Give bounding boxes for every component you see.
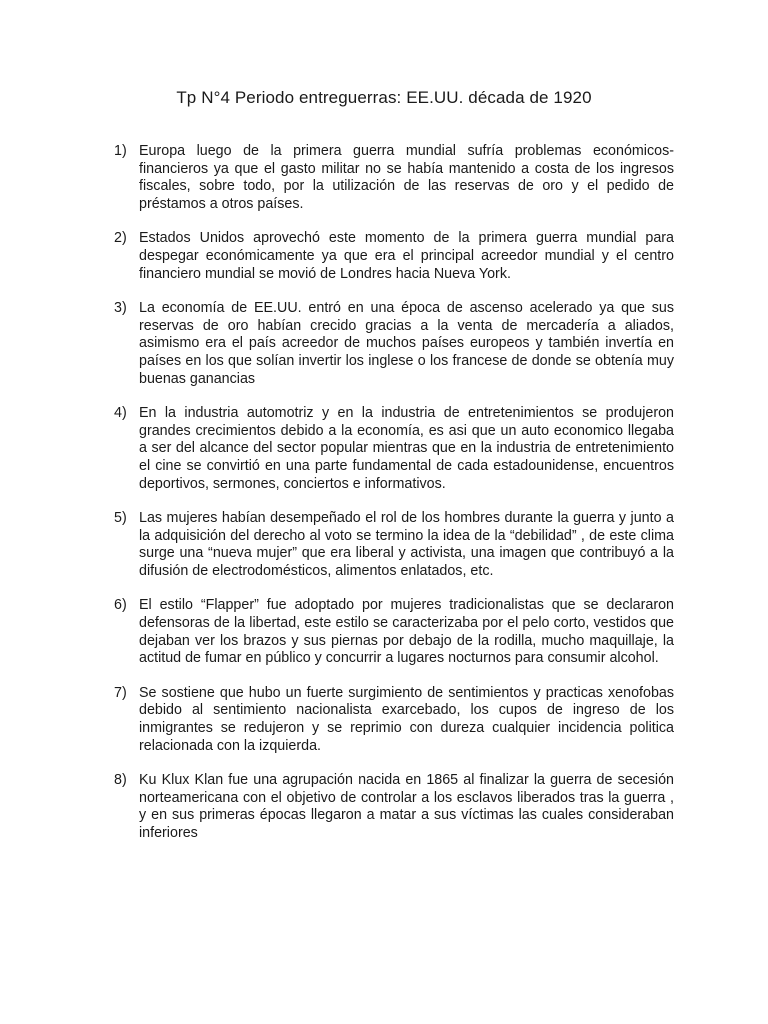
list-item-7 bbox=[114, 685, 674, 755]
item-number: 8) bbox=[114, 772, 127, 789]
list-item-6 bbox=[114, 597, 674, 667]
list-item-1 bbox=[114, 143, 674, 213]
item-text: Se sostiene que hubo un fuerte surgimiento de sentimientos y practicas xenofobas debido al sentimiento nacionalista exarcebado, los cupos de ingreso de los inmigrantes se redujeron y se reprimio con dureza cualquier incidencia politica relacionada con la izquierda. bbox=[139, 684, 674, 754]
item-text: En la industria automotriz y en la industria de entretenimientos se produjeron grandes crecimientos debido a la economía, es asi que un auto economico llegaba a ser del alcance del sector popular mientras que en la industria de entretenimiento el cine se convirtió en una parte fundamental de cada estadounidense, encuentros deportivos, sermones, conciertos e informativos. bbox=[139, 405, 674, 492]
list-item-3 bbox=[114, 300, 674, 388]
list-item-4 bbox=[114, 405, 674, 493]
item-text: Europa luego de la primera guerra mundial sufría problemas económicos-financieros ya que el gasto militar no se había mantenido a costa de los ingresos fiscales, sobre todo, por la utilización de las reservas de oro y el pedido de préstamos a otros países. bbox=[139, 143, 674, 212]
item-text: Estados Unidos aprovechó este momento de la primera guerra mundial para despegar económicamente ya que era el principal acreedor mundial y el centro financiero mundial se movió de Londres hacia Nueva York. bbox=[139, 230, 674, 282]
document-title: Tp N°4 Periodo entreguerras: EE.UU. década de 1920 bbox=[176, 88, 592, 107]
item-number: 6) bbox=[114, 597, 127, 614]
list-item-5 bbox=[114, 510, 674, 580]
item-number: 5) bbox=[114, 510, 127, 527]
numbered-list bbox=[114, 143, 674, 843]
item-text: La economía de EE.UU. entró en una época de ascenso acelerado ya que sus reservas de oro habían crecido gracias a la venta de mercadería a aliados, asimismo era el país acreedor de muchos países europeos y también invertía en países en los que solían invertir los inglese o los francese de donde se obtenía muy buenas ganancias bbox=[139, 300, 674, 387]
item-number: 4) bbox=[114, 405, 127, 422]
item-text: El estilo “Flapper” fue adoptado por mujeres tradicionalistas que se declararon defensoras de la libertad, este estilo se caracterizaba por el pelo corto, vestidos que dejaban ver los brazos y sus piernas por debajo de la rodilla, mucho maquillaje, la actitud de fumar en público y concurrir a lugares nocturnos para consumir alcohol. bbox=[139, 597, 674, 667]
list-item-8 bbox=[114, 772, 674, 842]
item-number: 2) bbox=[114, 230, 127, 247]
item-text: Las mujeres habían desempeñado el rol de los hombres durante la guerra y junto a la adquisición del derecho al voto se termino la idea de la “debilidad” , de este clima surge una “nueva mujer” que era liberal y activista, una imagen que contribuyó a la difusión de electrodomésticos, alimentos enlatados, etc. bbox=[139, 510, 674, 579]
item-number: 3) bbox=[114, 300, 127, 317]
item-text: Ku Klux Klan fue una agrupación nacida en 1865 al finalizar la guerra de secesión norteamericana con el objetivo de controlar a los esclavos liberados tras la guerra , y en sus primeras épocas llegaron a matar a sus víctimas las cuales consideraban inferiores bbox=[139, 772, 674, 841]
list-item-2 bbox=[114, 230, 674, 283]
item-number: 1) bbox=[114, 143, 127, 159]
item-number: 7) bbox=[114, 684, 127, 701]
